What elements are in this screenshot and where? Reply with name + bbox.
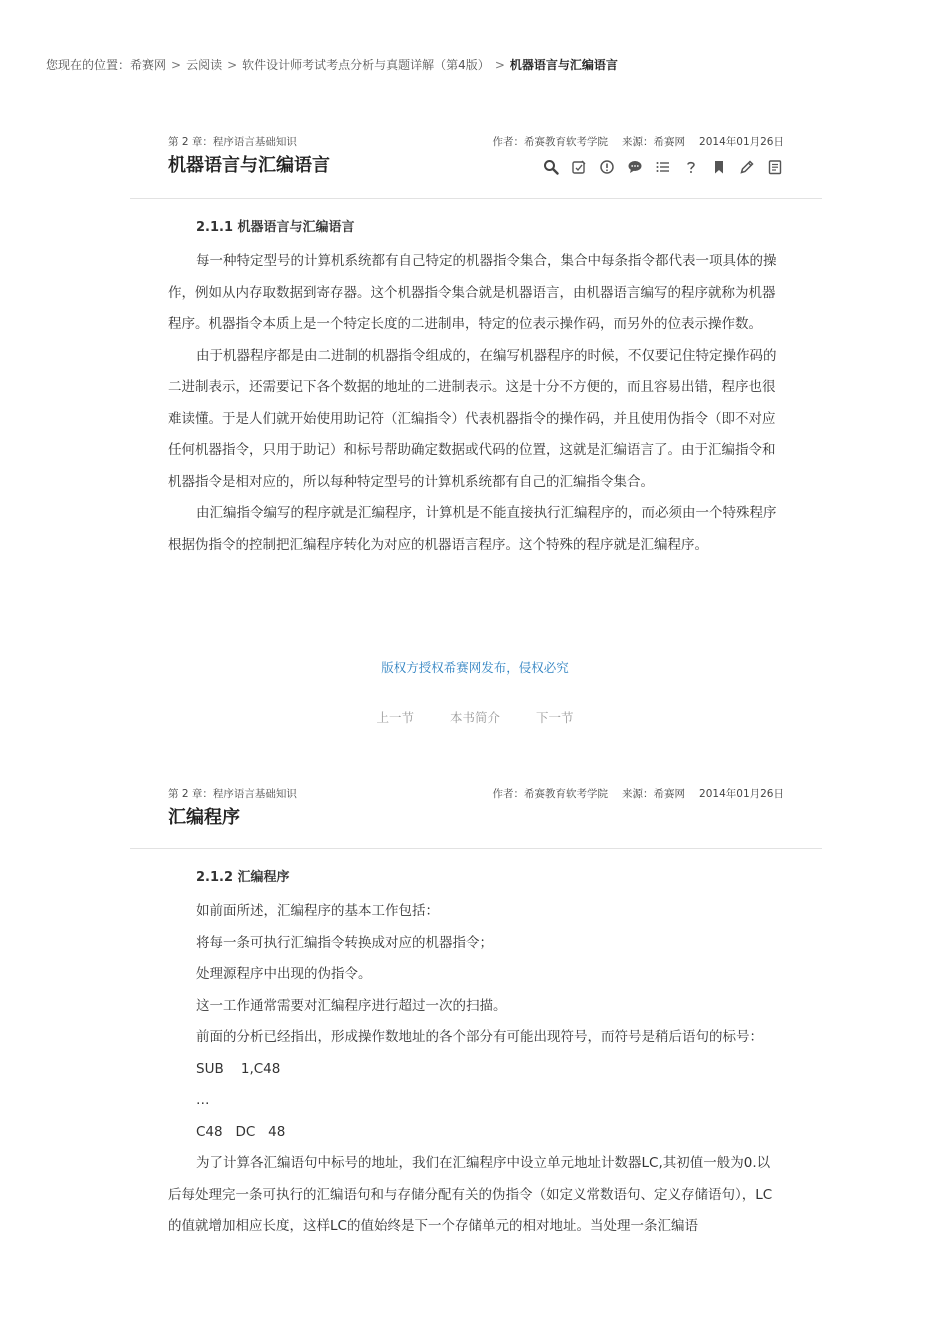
pencil-icon[interactable]	[738, 158, 756, 176]
date-label: 2014年01月26日	[699, 788, 784, 800]
date-label: 2014年01月26日	[699, 136, 784, 148]
code-line: …	[196, 1092, 210, 1108]
breadcrumb-separator: >	[494, 58, 505, 72]
article-meta	[493, 786, 784, 801]
section-title: 汇编程序	[168, 807, 240, 828]
breadcrumb-link-cloud-reading[interactable]: 云阅读	[186, 58, 223, 72]
note-icon[interactable]	[570, 158, 588, 176]
breadcrumb-current: 机器语言与汇编语言	[509, 58, 618, 72]
breadcrumb-link-book[interactable]: 软件设计师考试考点分析与真题详解（第4版）	[242, 58, 490, 72]
article-body	[168, 866, 780, 1243]
section-divider	[130, 198, 822, 199]
paragraph: 由于机器程序都是由二进制的机器指令组成的，在编写机器程序的时候，不仅要记住特定操作码的二进制表示，还需要记下各个数据的地址的二进制表示。这是十分不方便的，而且容易出错，程序也很难读懂。于是人们就开始使用助记符（汇编指令）代表机器指令的操作码，并且使用伪指令（即不对应任何机器指令，只用于助记）和标号帮助确定数据或代码的位置，这就是汇编语言了。由于汇编指令和机器指令是相对应的，所以每种特定型号的计算机系统都有自己的汇编指令集合。	[168, 347, 777, 490]
paragraph: 前面的分析已经指出，形成操作数地址的各个部分有可能出现符号，而符号是稍后语句的标号：	[196, 1029, 763, 1045]
list-icon[interactable]	[654, 158, 672, 176]
prev-section-link[interactable]: 上一节	[376, 710, 414, 725]
copyright-notice: 版权方授权希赛网发布，侵权必究	[381, 660, 569, 675]
chapter-label: 第 2 章：程序语言基础知识	[168, 136, 297, 148]
document-icon[interactable]	[766, 158, 784, 176]
code-line: C48 DC 48	[196, 1123, 286, 1140]
section-assembler	[0, 786, 950, 1234]
source-label: 来源：希赛网	[622, 788, 686, 800]
breadcrumb-separator: >	[171, 58, 182, 72]
author-label: 作者：希赛教育软考学院	[492, 136, 609, 148]
next-section-link[interactable]: 下一节	[535, 710, 574, 725]
chapter-label: 第 2 章：程序语言基础知识	[168, 788, 297, 800]
paragraph: 为了计算各汇编语句中标号的地址，我们在汇编程序中设立单元地址计数器LC,其初值一般为0.以后每处理完一条可执行的汇编语句和与存储分配有关的伪指令（如定义常数语句、定义存储语句），LC的值就增加相应长度，这样LC的值始终是下一个存储单元的相对地址。当处理一条汇编语	[168, 1155, 773, 1234]
help-icon[interactable]	[682, 158, 700, 176]
section-machine-language	[0, 134, 950, 725]
paragraph: 这一工作通常需要对汇编程序进行超过一次的扫描。	[196, 997, 507, 1014]
comment-icon[interactable]	[626, 158, 644, 176]
paragraph: 由汇编指令编写的程序就是汇编程序，计算机是不能直接执行汇编程序的，而必须由一个特殊程序根据伪指令的控制把汇编程序转化为对应的机器语言程序。这个特殊的程序就是汇编程序。	[168, 505, 777, 553]
article-meta	[493, 134, 784, 149]
reader-toolbar	[542, 158, 784, 176]
paragraph: 处理源程序中出现的伪指令。	[196, 966, 372, 982]
search-icon[interactable]	[542, 158, 560, 176]
section-title: 机器语言与汇编语言	[168, 155, 330, 176]
section-header	[0, 134, 950, 206]
section-divider	[130, 848, 822, 849]
source-label: 来源：希赛网	[622, 136, 686, 148]
book-intro-link[interactable]: 本书简介	[449, 710, 500, 725]
author-label: 作者：希赛教育软考学院	[492, 788, 609, 800]
paragraph: 每一种特定型号的计算机系统都有自己特定的机器指令集合，集合中每条指令都代表一项具体的操作，例如从内存取数据到寄存器。这个机器指令集合就是机器语言，由机器语言编写的程序就称为机器程序。机器指令本质上是一个特定长度的二进制串，特定的位表示操作码，而另外的位表示操作数。	[168, 253, 777, 332]
article-body	[168, 216, 780, 561]
breadcrumb-separator: >	[227, 58, 238, 72]
breadcrumb	[46, 56, 618, 73]
chapter-navigation	[0, 708, 950, 726]
code-line: SUB 1,C48	[196, 1060, 281, 1077]
subsection-title: 2.1.2 汇编程序	[196, 870, 290, 885]
paragraph: 如前面所述，汇编程序的基本工作包括：	[196, 903, 439, 919]
breadcrumb-link-home[interactable]: 希赛网	[130, 58, 167, 72]
paragraph: 将每一条可执行汇编指令转换成对应的机器指令；	[196, 934, 493, 951]
error-report-icon[interactable]	[598, 158, 616, 176]
breadcrumb-prefix: 您现在的位置：	[46, 58, 131, 72]
subsection-title: 2.1.1 机器语言与汇编语言	[196, 220, 355, 235]
bookmark-icon[interactable]	[710, 158, 728, 176]
